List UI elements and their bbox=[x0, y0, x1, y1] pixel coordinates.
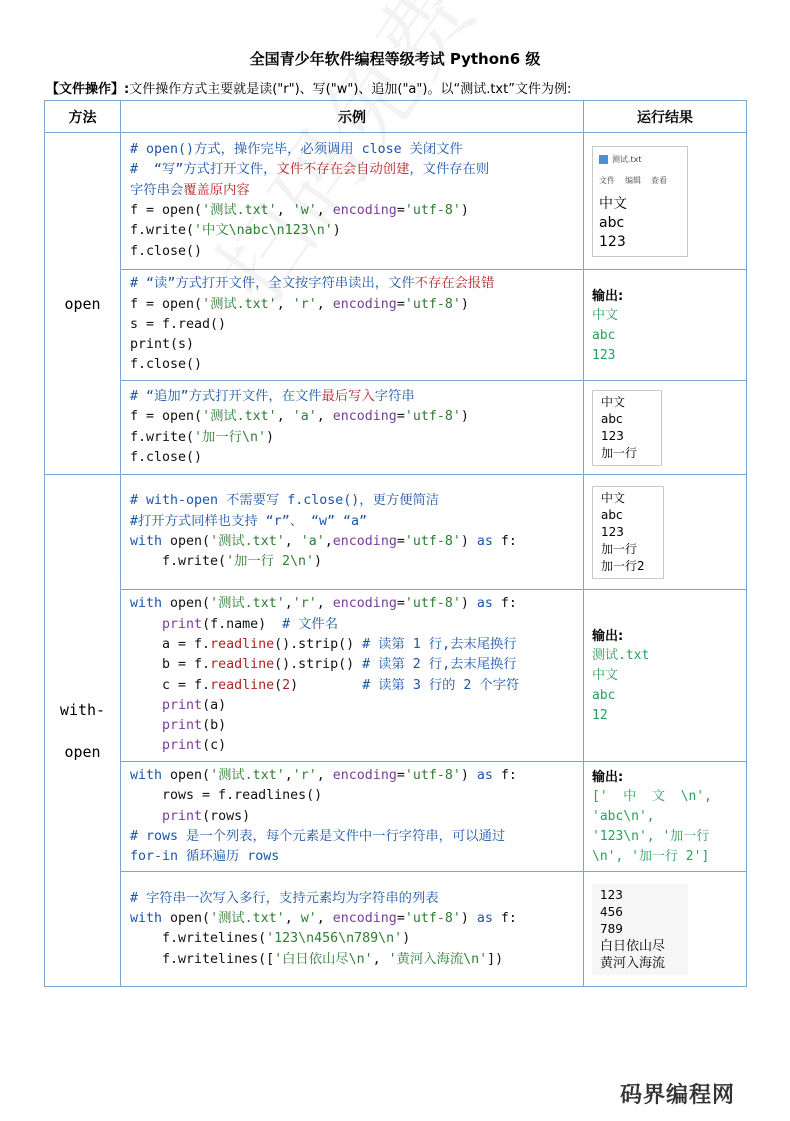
file-line: 加一行 bbox=[601, 445, 638, 460]
code-cell-with-write: # with-open 不需要写 f.close()，更方便简洁 #打开方式同样也支持 “r”、 “w” “a” with open('测试.txt', 'a',encoding='utf-8') as f: f.write('加一行 2\n') bbox=[121, 475, 584, 590]
file-line: 黄河入海流 bbox=[600, 955, 666, 971]
file-content-box bbox=[592, 390, 662, 466]
code-cell-read: # “读”方式打开文件，全文按字符串读出，文件不存在会报错 f = open('测试.txt', 'r', encoding='utf-8') s = f.read() print(s) f.close() bbox=[121, 270, 584, 381]
result-cell-readline bbox=[584, 590, 747, 762]
output-line: 12 bbox=[592, 708, 608, 723]
output-line: abc bbox=[592, 327, 616, 343]
code-cell-readlines: with open('测试.txt','r', encoding='utf-8') as f: rows = f.readlines() print(rows) # rows 是一个列表，每个元素是文件中一行字符串，可以通过 for-in 循环遍历 rows bbox=[121, 762, 584, 872]
output-label: 输出: bbox=[592, 288, 624, 304]
file-content-box bbox=[592, 486, 664, 579]
output-line: 中文 bbox=[592, 668, 619, 683]
result-cell-readlines bbox=[584, 762, 747, 872]
output-line: '123\n', '加一行 bbox=[592, 829, 710, 845]
table-row bbox=[45, 762, 747, 872]
output-line: 中文 bbox=[592, 307, 619, 323]
intro-text: 文件操作方式主要就是读("r")、写("w")、追加("a")。以“测试.txt”文件为例: bbox=[129, 82, 572, 97]
output-label: 输出: bbox=[592, 770, 624, 786]
notepad-icon bbox=[599, 155, 608, 164]
output-line: 'abc\n', bbox=[592, 809, 655, 825]
output-line: 测试.txt bbox=[592, 648, 650, 663]
file-line: 123 bbox=[599, 233, 626, 250]
menu-view: 查看 bbox=[651, 175, 667, 185]
file-line: 加一行 bbox=[601, 541, 638, 556]
file-line: 123 bbox=[601, 428, 624, 443]
code-cell-write: # open()方式，操作完毕，必须调用 close 关闭文件 # “写”方式打开文件，文件不存在会自动创建，文件存在则 字符串会覆盖原内容 f = open('测试.txt', 'w', encoding='utf-8') f.write('中文\nabc\n123\n') f.close() bbox=[121, 133, 584, 270]
output-label: 输出: bbox=[592, 629, 624, 644]
result-cell-append bbox=[584, 381, 747, 475]
output-line: \n', '加一行 2'] bbox=[592, 849, 710, 865]
method-with-open-line2: open bbox=[64, 742, 101, 761]
menu-file: 文件 bbox=[599, 175, 615, 185]
table-row bbox=[45, 872, 747, 987]
file-line: 456 bbox=[600, 904, 623, 919]
file-line: 加一行2 bbox=[601, 558, 645, 573]
result-cell-writelines bbox=[584, 872, 747, 987]
method-with-open bbox=[45, 475, 121, 987]
footer-brand: 码界编程网 bbox=[620, 1083, 736, 1108]
notepad-menu bbox=[599, 172, 681, 189]
code-cell-append: # “追加”方式打开文件，在文件最后写入字符串 f = open('测试.txt', 'a', encoding='utf-8') f.write('加一行\n') f.close() bbox=[121, 381, 584, 475]
method-with-open-line1: with- bbox=[59, 700, 106, 719]
header-result: 运行结果 bbox=[584, 101, 747, 133]
file-content-box bbox=[592, 884, 688, 975]
result-cell-with-write bbox=[584, 475, 747, 590]
code-cell-writelines: # 字符串一次写入多行，支持元素均为字符串的列表 with open('测试.txt', w', encoding='utf-8') as f: f.writelines('123\n456\n789\n') f.writelines(['白日依山尽\n', '黄河入海流\n']) bbox=[121, 872, 584, 987]
header-example: 示例 bbox=[121, 101, 584, 133]
output-line: [' 中 文 \n', bbox=[592, 789, 712, 805]
file-line: 中文 bbox=[601, 394, 626, 409]
notepad-title: 测试.txt bbox=[612, 154, 642, 164]
table-header-row bbox=[45, 101, 747, 133]
table-row bbox=[45, 270, 747, 381]
file-line: abc bbox=[599, 214, 625, 231]
menu-edit: 编辑 bbox=[625, 175, 641, 185]
output-line: abc bbox=[592, 688, 616, 703]
intro-label: 【文件操作】: bbox=[46, 82, 130, 97]
result-cell-read bbox=[584, 270, 747, 381]
header-method: 方法 bbox=[45, 101, 121, 133]
notepad-window bbox=[592, 146, 688, 257]
file-line: 789 bbox=[600, 921, 623, 936]
table-row bbox=[45, 475, 747, 590]
table-row bbox=[45, 133, 747, 270]
method-open: open bbox=[45, 133, 121, 475]
intro-line bbox=[46, 78, 756, 97]
file-line: 中文 bbox=[601, 490, 626, 505]
table-row bbox=[45, 590, 747, 762]
page-title: 全国青少年软件编程等级考试 Python6 级 bbox=[249, 50, 541, 68]
file-line: abc bbox=[601, 507, 623, 522]
file-line: 123 bbox=[601, 524, 624, 539]
code-cell-readline: with open('测试.txt','r', encoding='utf-8') as f: print(f.name) # 文件名 a = f.readline().strip() # 读第 1 行,去末尾换行 b = f.readline().strip() # 读第 2 行,去末尾换行 c = f.readline(2) # 读第 3 行的 2 个字符 print(a) print(b) print(c) bbox=[121, 590, 584, 762]
file-line: abc bbox=[601, 411, 623, 426]
output-line: 123 bbox=[592, 347, 616, 363]
file-line: 白日依山尽 bbox=[600, 938, 666, 954]
result-cell-write bbox=[584, 133, 747, 270]
file-line: 123 bbox=[600, 887, 623, 902]
file-ops-table bbox=[44, 100, 747, 987]
table-row bbox=[45, 381, 747, 475]
file-line: 中文 bbox=[599, 195, 627, 212]
